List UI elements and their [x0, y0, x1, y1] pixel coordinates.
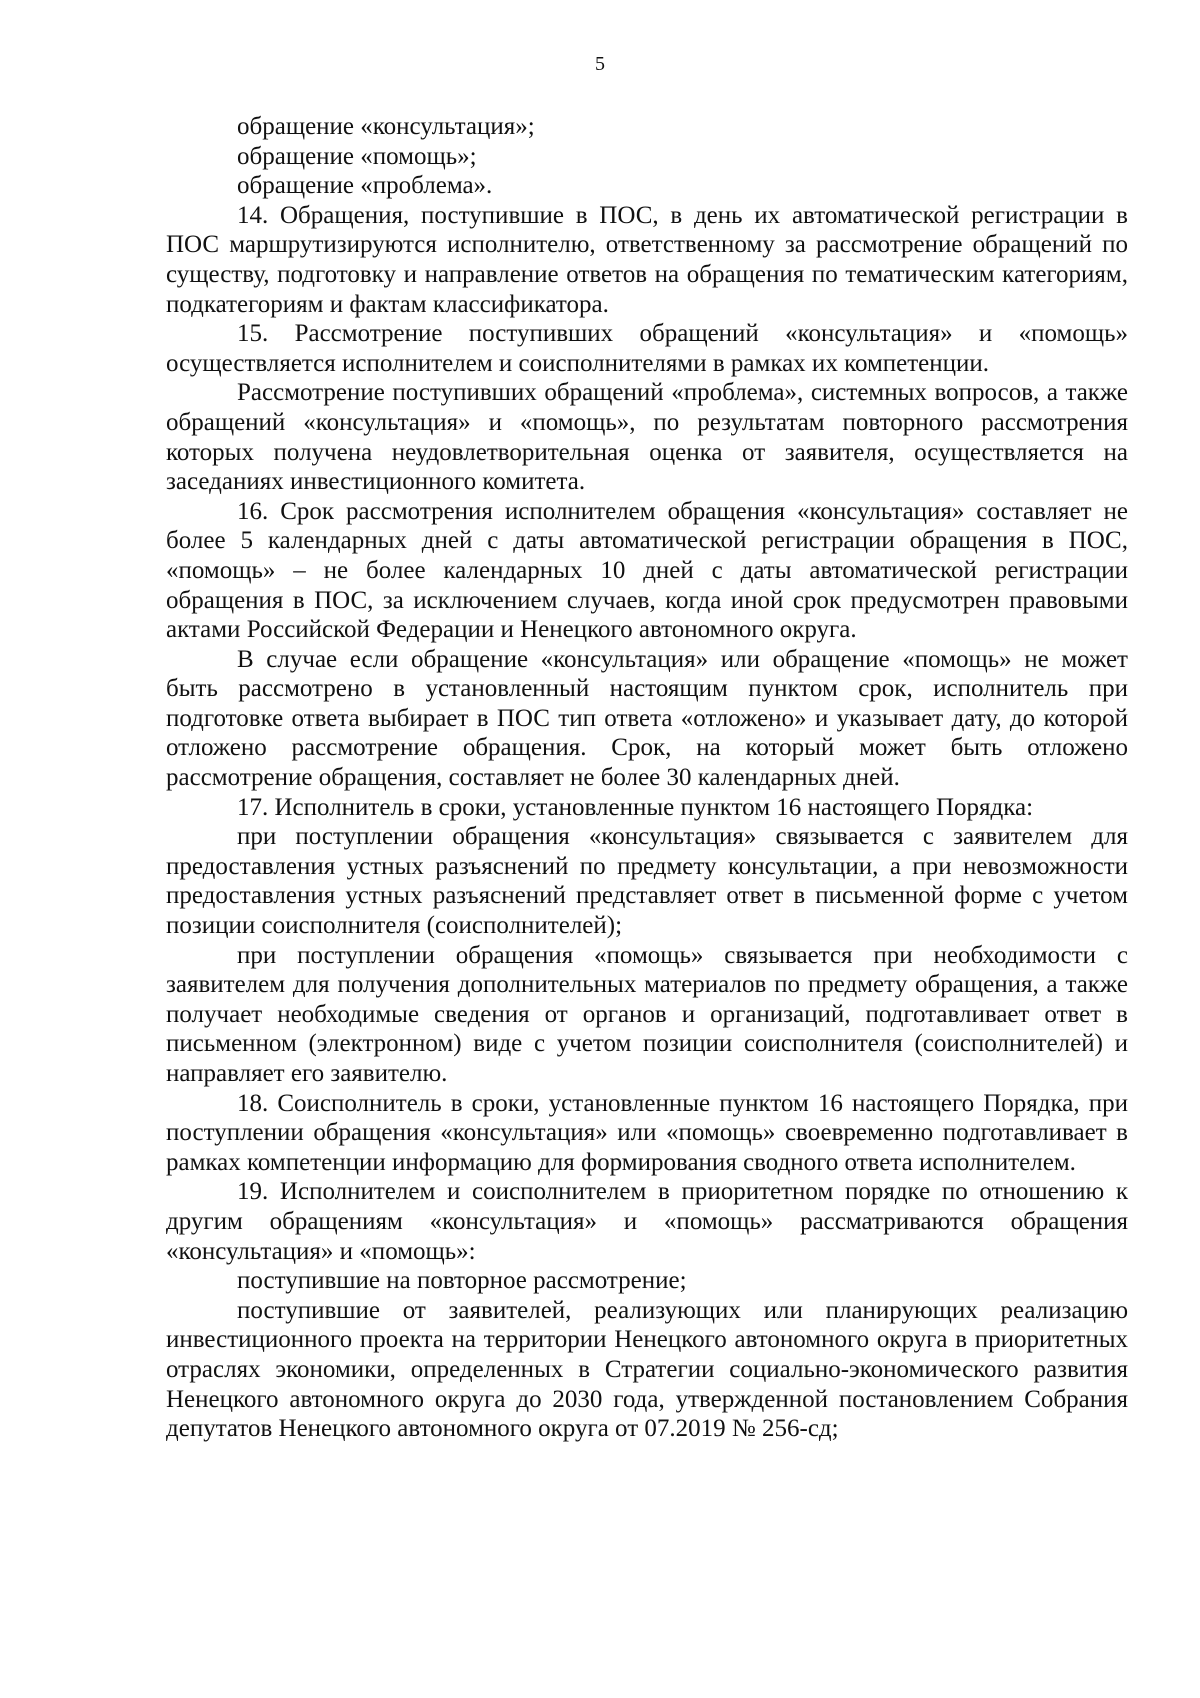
paragraph-clause-17-help: при поступлении обращения «помощь» связывается при необходимости с заявителем для получения дополнительных материалов по предмету обращения, а также получает необходимые сведения от органов и организаций, подготавливает ответ в письменном (электронном) виде с учетом позиции соисполнителя (соисполнителей) и направляет его заявителю.	[166, 941, 1128, 1087]
paragraph-clause-19-repeat: поступившие на повторное рассмотрение;	[237, 1267, 687, 1295]
paragraph-clause-16: 16. Срок рассмотрения исполнителем обращения «консультация» составляет не более 5 календарных дней с даты автоматической регистрации обращения в ПОС, «помощь» – не более календарных 10 дней с даты автоматической регистрации обращения в ПОС, за исключением случаев, когда иной срок предусмотрен правовыми актами Российской Федерации и Ненецкого автономного округа.	[166, 497, 1128, 644]
paragraph-clause-19: 19. Исполнителем и соисполнителем в приоритетном порядке по отношению к другим обращениям «консультация» и «помощь» рассматриваются обращения «консультация» и «помощь»:	[166, 1178, 1128, 1265]
document-body	[166, 112, 1128, 1444]
paragraph-clause-15: 15. Рассмотрение поступивших обращений «консультация» и «помощь» осуществляется исполнителем и соисполнителями в рамках их компетенции.	[166, 320, 1128, 377]
paragraph-list-item-help: обращение «помощь»;	[237, 142, 477, 170]
paragraph-clause-15-continued: Рассмотрение поступивших обращений «проблема», системных вопросов, а также обращений «консультация» и «помощь», по результатам повторного рассмотрения которых получена неудовлетворительная оценка от заявителя, осуществляется на заседаниях инвестиционного комитета.	[166, 379, 1128, 496]
paragraph-clause-17: 17. Исполнитель в сроки, установленные пунктом 16 настоящего Порядка:	[237, 793, 1034, 821]
paragraph-clause-18: 18. Соисполнитель в сроки, установленные пунктом 16 настоящего Порядка, при поступлении обращения «консультация» или «помощь» своевременно подготавливает в рамках компетенции информацию для формирования сводного ответа исполнителем.	[166, 1089, 1128, 1176]
paragraph-clause-17-consultation: при поступлении обращения «консультация» связывается с заявителем для предоставления устных разъяснений по предмету консультации, а при невозможности предоставления устных разъяснений представляет ответ в письменной форме с учетом позиции соисполнителя (соисполнителей);	[166, 823, 1128, 940]
paragraph-list-item-consultation: обращение «консультация»;	[237, 113, 535, 140]
paragraph-clause-14: 14. Обращения, поступившие в ПОС, в день их автоматической регистрации в ПОС маршрутизируются исполнителю, ответственному за рассмотрение обращений по существу, подготовку и направление ответов на обращения по тематическим категориям, подкатегориям и фактам классификатора.	[166, 201, 1128, 318]
paragraph-clause-16-continued: В случае если обращение «консультация» или обращение «помощь» не может быть рассмотрено в установленный настоящим пунктом срок, исполнитель при подготовке ответа выбирает в ПОС тип ответа «отложено» и указывает дату, до которой отложено рассмотрение обращения. Срок, на который может быть отложено рассмотрение обращения, составляет не более 30 календарных дней.	[166, 645, 1128, 792]
paragraph-clause-19-investors: поступившие от заявителей, реализующих или планирующих реализацию инвестиционного проекта на территории Ненецкого автономного округа в приоритетных отраслях экономики, определенных в Стратегии социально-экономического развития Ненецкого автономного округа до 2030 года, утвержденной постановлением Собрания депутатов Ненецкого автономного округа от 07.2019 № 256-сд;	[166, 1296, 1128, 1443]
page-number: 5	[595, 53, 605, 75]
paragraph-list-item-problem: обращение «проблема».	[237, 172, 493, 200]
